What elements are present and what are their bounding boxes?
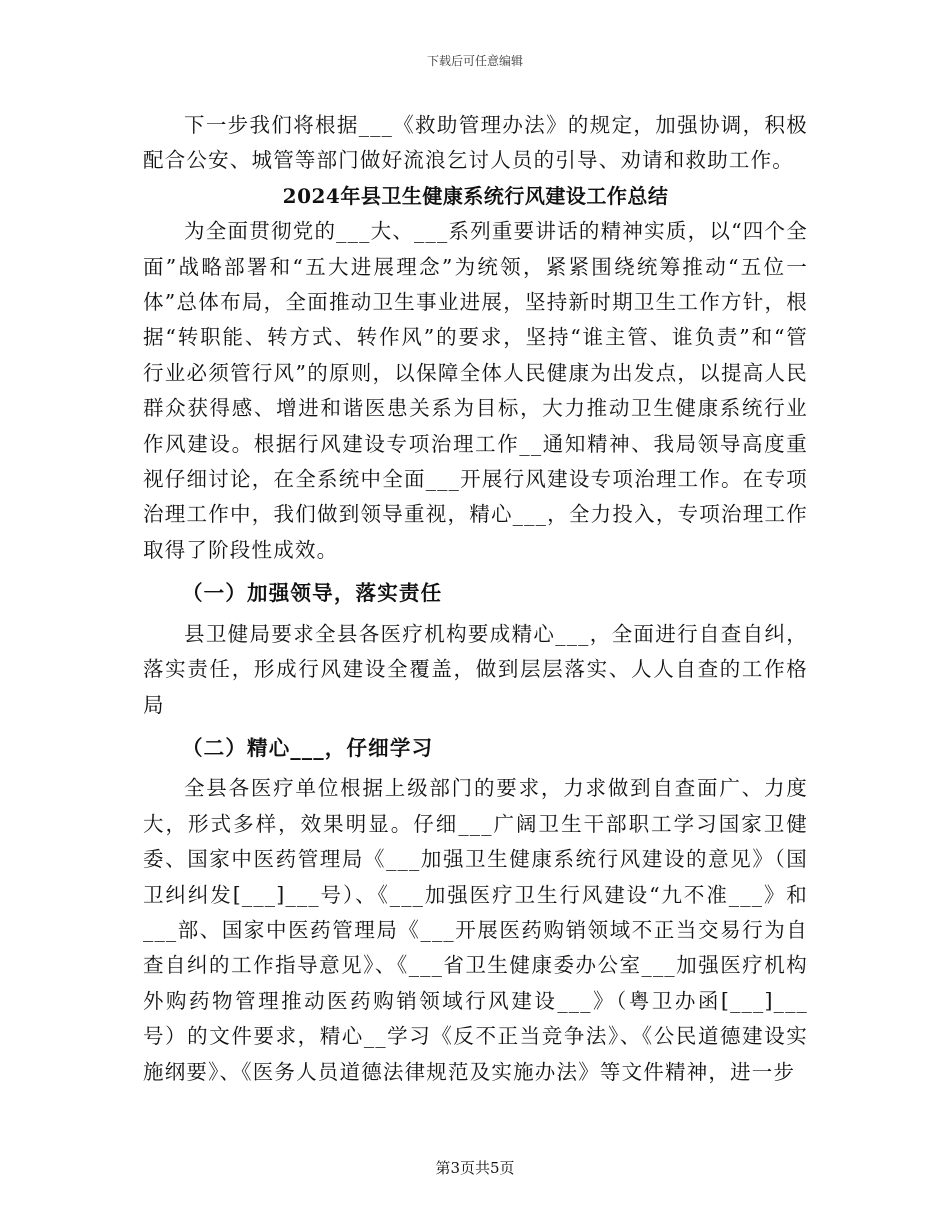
page-footer: 第3页共5页 (435, 1159, 515, 1177)
document-title: 2024年县卫生健康系统行风建设工作总结 (282, 183, 669, 208)
page-header: 下载后可任意编辑 (426, 54, 523, 68)
body-paragraph-1: 为全面贯彻党的___大、___系列重要讲话的精神实质，以“四个全面”战略部署和“五大进展理念”为统领，紧紧围绕统筹推动“五位一体”总体布局，全面推动卫生事业进展，坚持新时期卫生工作方针，根据“转职能、转方式、转作风”的要求，坚持“谁主管、谁负责”和“管行业必须管行风”的原则，以保障全体人民健康为出发点，以提高人民群众获得感、增进和谐医患关系为目标，大力推动卫生健康系统行业作风建设。根据行风建设专项治理工作__通知精神、我局领导高度重视仔细讨论，在全系统中全面___开展行风建设专项治理工作。在专项治理工作中，我们做到领导重视，精心___，全力投入，专项治理工作取得了阶段性成效。 (143, 219, 808, 562)
section-1-heading: （一）加强领导，落实责任 (181, 581, 443, 606)
section-1-paragraph: 县卫健局要求全县各医疗机构要成精心___，全面进行自查自纠，落实责任，形成行风建设全覆盖，做到层层落实、人人自查的工作格局 (143, 621, 808, 717)
document-body (143, 108, 808, 1090)
section-2-heading: （二）精心___，仔细学习 (181, 735, 434, 760)
intro-paragraph: 下一步我们将根据___《救助管理办法》的规定，加强协调，积极配合公安、城管等部门做好流浪乞讨人员的引导、劝请和救助工作。 (143, 113, 808, 173)
section-2-paragraph: 全县各医疗单位根据上级部门的要求，力求做到自查面广、力度大，形式多样，效果明显。仔细___广阔卫生干部职工学习国家卫健委、国家中医药管理局《___加强卫生健康系统行风建设的意见》（国卫纠纠发[___]___号）、《___加强医疗卫生行风建设“九不准___》和___部、国家中医药管理局《___开展医药购销领域不正当交易行为自查自纠的工作指导意见》、《___省卫生健康委办公室___加强医疗机构外购药物管理推动医药购销领域行风建设___》（粤卫办函[___]___号）的文件要求，精心__学习《反不正当竞争法》、《公民道德建设实施纲要》、《医务人员道德法律规范及实施办法》等文件精神，进一步 (143, 776, 808, 1084)
